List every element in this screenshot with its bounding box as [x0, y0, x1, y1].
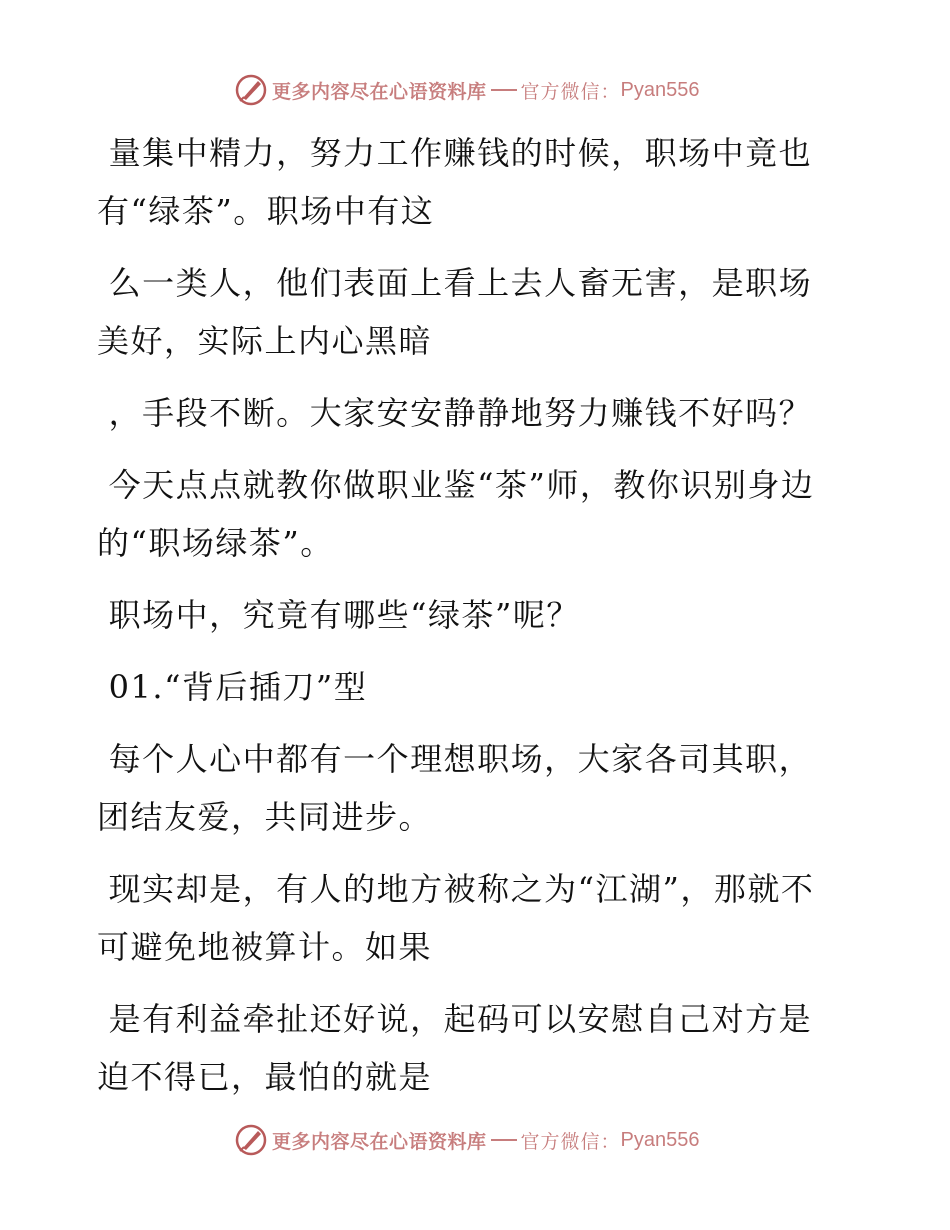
watermark-id: Pyan556: [620, 1128, 700, 1151]
paragraph: 么一类人，他们表面上看上去人畜无害，是职场美好，实际上内心黑暗: [97, 264, 813, 360]
paragraph: ，手段不断。大家安安静静地努力赚钱不好吗？: [97, 394, 813, 432]
section-heading: 01.“背后插刀”型: [97, 668, 368, 706]
paragraph: 现实却是，有人的地方被称之为“江湖”，那就不可避免地被算计。如果: [97, 870, 815, 966]
watermark-dash: [491, 89, 517, 91]
header-watermark: [234, 72, 700, 108]
paragraph: 今天点点就教你做职业鉴“茶”师，教你识别身边的“职场绿茶”。: [97, 466, 815, 562]
document-body: [97, 124, 837, 1120]
watermark-main-text: 更多内容尽在心语资料库: [272, 1130, 487, 1153]
watermark-id: Pyan556: [620, 78, 700, 101]
paragraph: 职场中，究竟有哪些“绿茶”呢？: [97, 596, 580, 634]
quill-logo-icon: [234, 1123, 268, 1157]
quill-logo-icon: [234, 73, 268, 107]
paragraph: 量集中精力，努力工作赚钱的时候，职场中竟也有“绿茶”。职场中有这: [97, 134, 813, 230]
watermark-dash: [491, 1139, 517, 1141]
watermark-main-text: 更多内容尽在心语资料库: [272, 80, 487, 103]
watermark-sub-text: 官方微信：: [520, 80, 621, 103]
paragraph: 每个人心中都有一个理想职场，大家各司其职，团结友爱，共同进步。: [97, 740, 813, 836]
paragraph: 是有利益牵扯还好说，起码可以安慰自己对方是迫不得已，最怕的就是: [97, 1000, 813, 1096]
footer-watermark: [234, 1122, 700, 1158]
watermark-sub-text: 官方微信：: [520, 1130, 621, 1153]
